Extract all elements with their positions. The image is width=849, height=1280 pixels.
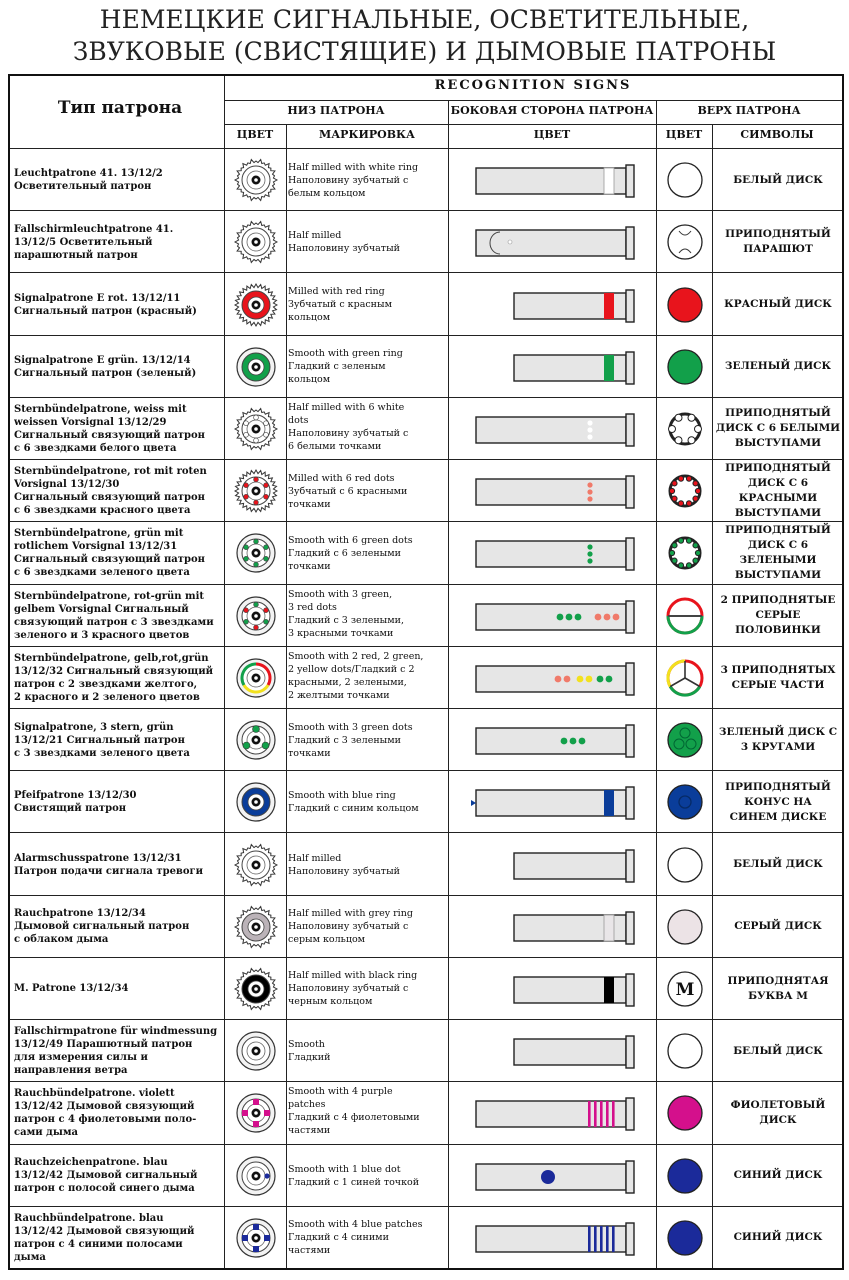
cartridge-type-name: Rauchbündelpatrone. blau 13/12/42 Дымовой связующий патрон с 4 синими полосами дыма xyxy=(14,1212,195,1263)
cartridge-type-name: Sternbündelpatrone, weiss mit weissen Vorsignal 13/12/29 Сигнальный связующий патрон с 6 звездками белого цвета xyxy=(14,403,205,454)
table-row xyxy=(10,832,842,894)
cartridge-top-icon xyxy=(660,219,710,265)
top-color-cell xyxy=(660,406,710,452)
cartridge-top-icon xyxy=(660,904,710,950)
cartridge-type-name: Fallschirmleuchtpatrone 41. 13/12/5 Осветительный парашютный патрон xyxy=(14,223,174,261)
top-color-cell xyxy=(660,655,710,701)
cartridge-side-icon xyxy=(454,720,650,760)
side-color-header: ЦВЕТ xyxy=(533,128,571,141)
side-color-cell xyxy=(454,658,650,698)
base-color-cell xyxy=(230,405,282,453)
cartridge-side-icon xyxy=(454,1031,650,1071)
cartridge-base-icon xyxy=(230,903,282,951)
symbol-description: ПРИПОДНЯТАЯ БУКВА М xyxy=(727,974,829,1002)
table-row xyxy=(10,584,842,646)
marking-text: Smooth with green ring Гладкий с зеленым кольцом xyxy=(288,348,403,386)
symbol-description: ПРИПОДНЯТЫЙ КОНУС НА СИНЕМ ДИСКЕ xyxy=(725,780,831,823)
cartridge-side-icon xyxy=(454,471,650,511)
top-color-cell xyxy=(660,1090,710,1136)
cartridge-type-name: Sternbündelpatrone, gelb,rot,grün 13/12/32 Сигнальный связующий патрон с 2 звездками желтого, 2 красного и 2 зеленого цветов xyxy=(14,652,214,703)
table-row xyxy=(10,459,842,521)
svg-text:M: M xyxy=(675,979,695,1000)
cartridge-top-icon xyxy=(660,593,710,639)
side-color-cell xyxy=(454,845,650,885)
symbol-description: БЕЛЫЙ ДИСК xyxy=(733,1044,823,1057)
top-color-cell xyxy=(660,219,710,265)
cartridge-side-icon xyxy=(454,1093,650,1133)
top-color-cell xyxy=(660,530,710,576)
side-color-cell xyxy=(454,782,650,822)
table-row xyxy=(10,895,842,957)
top-color-cell xyxy=(660,1215,710,1261)
top-color-header: ЦВЕТ xyxy=(665,128,703,141)
cartridge-type-name: Leuchtpatrone 41. 13/12/2 Осветительный патрон xyxy=(14,168,163,193)
cartridge-side-icon xyxy=(454,409,650,449)
symbol-description: БЕЛЫЙ ДИСК xyxy=(733,173,823,186)
cartridge-top-icon xyxy=(660,655,710,701)
base-color-cell xyxy=(230,1089,282,1137)
marking-text: Half milled with 6 white dots Наполовину зубчатый с 6 белыми точками xyxy=(288,401,409,452)
base-color-cell xyxy=(230,1152,282,1200)
table-row xyxy=(10,521,842,583)
top-color-cell xyxy=(660,842,710,888)
title-line-2: ЗВУКОВЫЕ (СВИСТЯЩИЕ) И ДЫМОВЫЕ ПАТРОНЫ xyxy=(72,37,777,66)
top-color-cell xyxy=(660,1153,710,1199)
base-color-cell xyxy=(230,654,282,702)
marking-text: Milled with red ring Зубчатый с красным кольцом xyxy=(288,286,392,324)
cartridge-top-icon xyxy=(660,842,710,888)
side-color-cell xyxy=(454,969,650,1009)
base-color-cell xyxy=(230,343,282,391)
base-color-cell xyxy=(230,218,282,266)
table-row xyxy=(10,708,842,770)
symbol-description: СЕРЫЙ ДИСК xyxy=(734,920,822,933)
marking-text: Smooth with 4 blue patches Гладкий с 4 синими частями xyxy=(288,1219,423,1257)
cartridge-base-icon xyxy=(230,529,282,577)
top-color-cell xyxy=(660,157,710,203)
symbol-description: ПРИПОДНЯТЫЙ ДИСК С 6 ЗЕЛЕНЫМИ ВЫСТУПАМИ xyxy=(725,524,831,582)
cartridge-top-icon xyxy=(660,1215,710,1261)
cartridge-top-icon xyxy=(660,1028,710,1074)
cartridge-type-name: Rauchbündelpatrone. violett 13/12/42 Дымовой связующий патрон с 4 фиолетовыми поло- сами дыма xyxy=(14,1088,197,1139)
symbol-description: ПРИПОДНЯТЫЙ ПАРАШЮТ xyxy=(725,228,831,256)
table-row xyxy=(10,770,842,832)
page-title xyxy=(0,4,849,68)
recognition-table xyxy=(8,74,844,1270)
recognition-signs-header: RECOGNITION SIGNS xyxy=(434,78,632,93)
cartridge-top-icon xyxy=(660,1153,710,1199)
marking-text: Milled with 6 red dots Зубчатый с 6 красными точками xyxy=(288,472,408,510)
table-row xyxy=(10,957,842,1019)
top-color-cell xyxy=(660,779,710,825)
cartridge-type-name: Sternbündelpatrone, rot mit roten Vorsignal 13/12/30 Сигнальный связующий патрон с 6 звездками красного цвета xyxy=(14,466,207,517)
symbols-header: СИМВОЛЫ xyxy=(740,128,814,141)
table-row xyxy=(10,646,842,708)
marking-text: Half milled with black ring Наполовину зубчатый с черным кольцом xyxy=(288,970,418,1008)
marking-text: Smooth with 2 red, 2 green, 2 yellow dots/Гладкий с 2 красными, 2 зелеными, 2 желтыми точками xyxy=(288,650,424,701)
cartridge-top-icon xyxy=(660,344,710,390)
symbol-description: 3 ПРИПОДНЯТЫХ СЕРЫЕ ЧАСТИ xyxy=(720,663,836,691)
marking-text: Smooth with 3 green dots Гладкий с 3 зелеными точками xyxy=(288,721,413,759)
cartridge-base-icon xyxy=(230,281,282,329)
symbol-description: СИНИЙ ДИСК xyxy=(733,1231,823,1244)
marking-text: Smooth Гладкий xyxy=(288,1039,331,1064)
base-color-cell xyxy=(230,965,282,1013)
top-color-cell xyxy=(660,904,710,950)
base-color-cell xyxy=(230,1214,282,1262)
base-color-cell xyxy=(230,281,282,329)
cartridge-base-icon xyxy=(230,1214,282,1262)
cartridge-side-icon xyxy=(454,658,650,698)
cartridge-type-name: Signalpatrone E rot. 13/12/11 Сигнальный патрон (красный) xyxy=(14,292,197,317)
base-color-cell xyxy=(230,841,282,889)
side-color-cell xyxy=(454,1218,650,1258)
marking-text: Smooth with 3 green, 3 red dots Гладкий с 3 зелеными, 3 красными точками xyxy=(288,588,404,639)
cartridge-base-icon xyxy=(230,405,282,453)
base-color-cell xyxy=(230,467,282,515)
table-row xyxy=(10,210,842,272)
marking-text: Smooth with 1 blue dot Гладкий с 1 синей точкой xyxy=(288,1163,420,1188)
table-row xyxy=(10,1206,842,1268)
side-color-cell xyxy=(454,409,650,449)
cartridge-side-icon xyxy=(454,969,650,1009)
side-color-cell xyxy=(454,533,650,573)
cartridge-base-icon xyxy=(230,1089,282,1137)
cartridge-side-icon xyxy=(454,222,650,262)
top-color-cell xyxy=(660,717,710,763)
cartridge-side-icon xyxy=(454,1218,650,1258)
cartridge-side-icon xyxy=(454,285,650,325)
table-row xyxy=(10,1019,842,1081)
cartridge-base-icon xyxy=(230,965,282,1013)
side-color-cell xyxy=(454,1093,650,1133)
top-color-cell xyxy=(660,344,710,390)
cartridge-base-icon xyxy=(230,841,282,889)
symbol-description: ПРИПОДНЯТЫЙ ДИСК С 6 КРАСНЫМИ ВЫСТУПАМИ xyxy=(725,462,831,520)
side-color-cell xyxy=(454,471,650,511)
cartridge-top-icon xyxy=(660,282,710,328)
cartridge-type-name: Pfeifpatrone 13/12/30 Свистящий патрон xyxy=(14,790,137,815)
type-column-header: Тип патрона xyxy=(57,98,183,118)
side-color-cell xyxy=(454,1031,650,1071)
cartridge-top-icon xyxy=(660,530,710,576)
cartridge-top-icon xyxy=(660,966,710,1012)
cartridge-base-icon xyxy=(230,343,282,391)
cartridge-top-icon xyxy=(660,468,710,514)
cartridge-type-name: Signalpatrone, 3 stern, grün 13/12/21 Сигнальный патрон с 3 звездками зеленого цвета xyxy=(14,721,190,759)
cartridge-base-icon xyxy=(230,156,282,204)
base-color-cell xyxy=(230,716,282,764)
cartridge-base-icon xyxy=(230,1027,282,1075)
symbol-description: КРАСНЫЙ ДИСК xyxy=(724,298,832,311)
base-color-cell xyxy=(230,1027,282,1075)
base-color-cell xyxy=(230,778,282,826)
cartridge-type-name: Fallschirmpatrone für windmessung 13/12/49 Парашютный патрон для измерения силы и направления ветра xyxy=(14,1026,218,1077)
top-color-cell xyxy=(660,468,710,514)
cartridge-top-icon xyxy=(660,157,710,203)
marking-text: Smooth with 4 purple patches Гладкий с 4 фиолетовыми частями xyxy=(288,1086,420,1137)
marking-header: МАРКИРОВКА xyxy=(319,128,415,141)
base-color-cell xyxy=(230,592,282,640)
side-color-cell xyxy=(454,596,650,636)
cartridge-base-icon xyxy=(230,716,282,764)
cartridge-side-icon xyxy=(454,907,650,947)
cartridge-base-icon xyxy=(230,467,282,515)
cartridge-type-name: Rauchzeichenpatrone. blau 13/12/42 Дымовой сигнальный патрон с полосой синего дыма xyxy=(14,1157,198,1195)
top-group-header: ВЕРХ ПАТРОНА xyxy=(697,104,801,117)
side-group-header: БОКОВАЯ СТОРОНА ПАТРОНА xyxy=(450,104,654,117)
symbol-description: ЗЕЛЕНЫЙ ДИСК xyxy=(724,360,832,373)
side-color-cell xyxy=(454,222,650,262)
cartridge-base-icon xyxy=(230,1152,282,1200)
symbol-description: СИНИЙ ДИСК xyxy=(733,1169,823,1182)
base-color-cell xyxy=(230,903,282,951)
side-color-cell xyxy=(454,907,650,947)
cartridge-top-icon xyxy=(660,717,710,763)
cartridge-base-icon xyxy=(230,778,282,826)
side-color-cell xyxy=(454,1156,650,1196)
cartridge-side-icon xyxy=(454,1156,650,1196)
cartridge-top-icon xyxy=(660,1090,710,1136)
cartridge-top-icon xyxy=(660,406,710,452)
cartridge-top-icon xyxy=(660,779,710,825)
top-color-cell xyxy=(660,1028,710,1074)
marking-text: Half milled with grey ring Наполовину зубчатый с серым кольцом xyxy=(288,908,413,946)
cartridge-side-icon xyxy=(454,533,650,573)
table-row xyxy=(10,148,842,210)
top-color-cell xyxy=(660,593,710,639)
side-color-cell xyxy=(454,720,650,760)
symbol-description: ПРИПОДНЯТЫЙ ДИСК С 6 БЕЛЫМИ ВЫСТУПАМИ xyxy=(715,407,841,450)
cartridge-side-icon xyxy=(454,845,650,885)
marking-text: Half milled Наполовину зубчатый xyxy=(288,230,400,255)
cartridge-side-icon xyxy=(454,782,650,822)
table-row xyxy=(10,272,842,334)
symbol-description: БЕЛЫЙ ДИСК xyxy=(733,858,823,871)
base-color-cell xyxy=(230,529,282,577)
cartridge-side-icon xyxy=(454,347,650,387)
cartridge-base-icon xyxy=(230,218,282,266)
symbol-description: 2 ПРИПОДНЯТЫЕ СЕРЫЕ ПОЛОВИНКИ xyxy=(720,594,836,637)
cartridge-type-name: Sternbündelpatrone, grün mit rotlichem Vorsignal 13/12/31 Сигнальный связующий патрон с 6 звездками зеленого цвета xyxy=(14,528,205,579)
side-color-cell xyxy=(454,347,650,387)
cartridge-side-icon xyxy=(454,160,650,200)
cartridge-base-icon xyxy=(230,592,282,640)
top-color-cell xyxy=(660,966,710,1012)
base-color-header: ЦВЕТ xyxy=(236,128,274,141)
cartridge-type-name: M. Patrone 13/12/34 xyxy=(14,983,129,995)
cartridge-base-icon xyxy=(230,654,282,702)
table-row xyxy=(10,1081,842,1143)
symbol-description: ЗЕЛЕНЫЙ ДИСК С 3 КРУГАМИ xyxy=(718,726,838,754)
symbol-description: ФИОЛЕТОВЫЙ ДИСК xyxy=(730,1099,826,1127)
side-color-cell xyxy=(454,160,650,200)
side-color-cell xyxy=(454,285,650,325)
table-row xyxy=(10,1144,842,1206)
cartridge-type-name: Alarmschusspatrone 13/12/31 Патрон подачи сигнала тревоги xyxy=(14,852,204,877)
marking-text: Half milled with white ring Наполовину зубчатый с белым кольцом xyxy=(288,161,419,199)
table-row xyxy=(10,397,842,459)
cartridge-type-name: Sternbündelpatrone, rot-grün mit gelbem Vorsignal Сигнальный связующий патрон с 3 звездками зеленого и 3 красного цветов xyxy=(14,590,214,641)
top-color-cell xyxy=(660,282,710,328)
cartridge-type-name: Rauchpatrone 13/12/34 Дымовой сигнальный патрон с облаком дыма xyxy=(14,908,190,946)
cartridge-type-name: Signalpatrone E grün. 13/12/14 Сигнальный патрон (зеленый) xyxy=(14,354,197,379)
marking-text: Smooth with 6 green dots Гладкий с 6 зелеными точками xyxy=(288,534,413,572)
cartridge-side-icon xyxy=(454,596,650,636)
base-color-cell xyxy=(230,156,282,204)
table-row xyxy=(10,335,842,397)
title-line-1: НЕМЕЦКИЕ СИГНАЛЬНЫЕ, ОСВЕТИТЕЛЬНЫЕ, xyxy=(99,5,750,34)
bottom-group-header: НИЗ ПАТРОНА xyxy=(287,104,385,117)
marking-text: Smooth with blue ring Гладкий с синим кольцом xyxy=(288,790,419,815)
marking-text: Half milled Наполовину зубчатый xyxy=(288,852,400,877)
